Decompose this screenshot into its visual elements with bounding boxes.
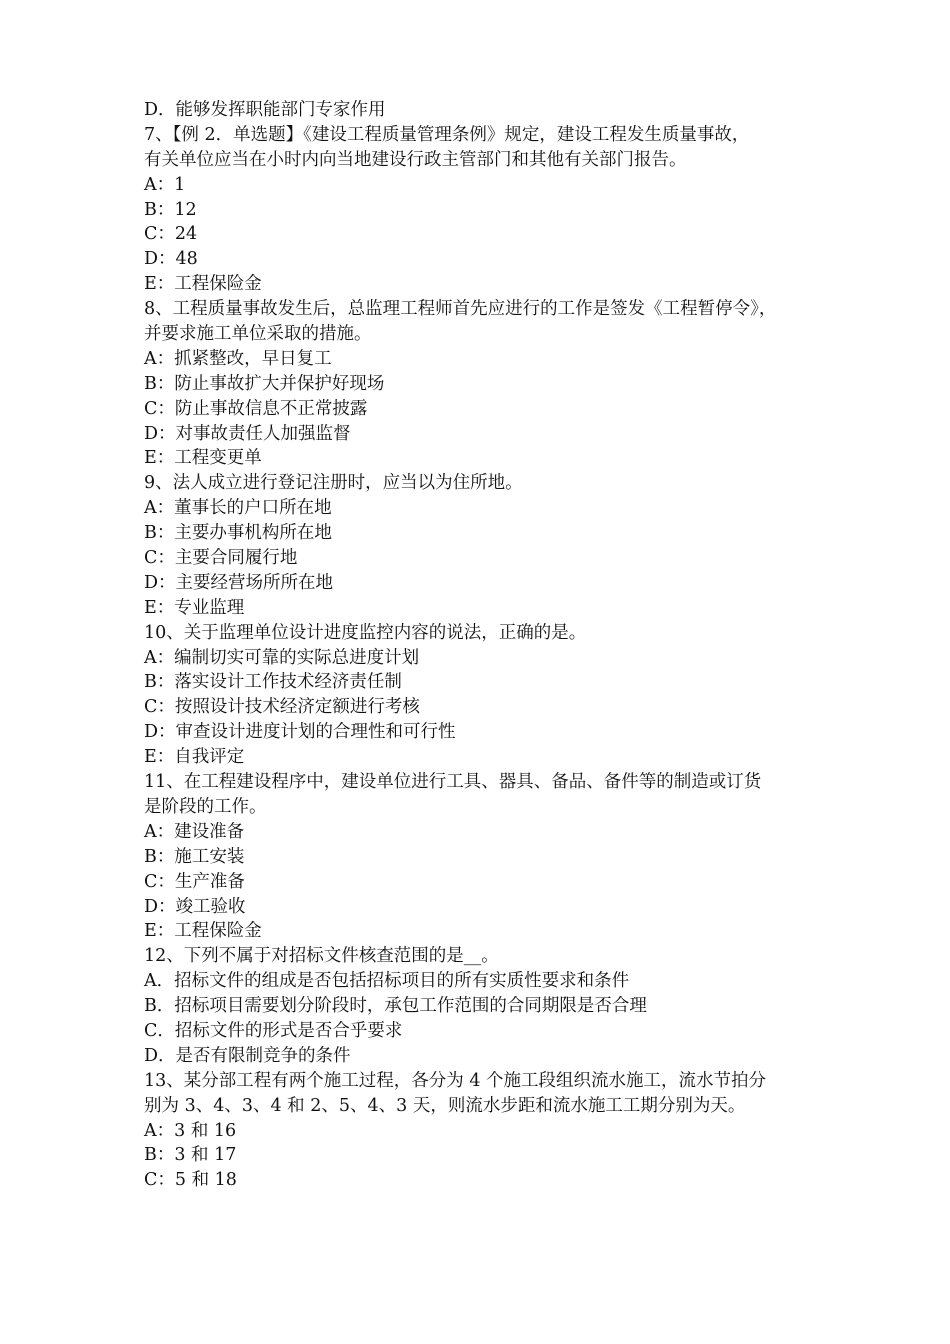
question-8-option-d: D：对事故责任人加强监督 [144, 423, 351, 444]
question-8-stem-line-1: 8、工程质量事故发生后，总监理工程师首先应进行的工作是签发《工程暂停令》， [144, 299, 777, 320]
question-12-option-a: A．招标文件的组成是否包括招标项目的所有实质性要求和条件 [144, 971, 630, 992]
question-13-option-a: A：3 和 16 [144, 1120, 237, 1141]
question-11-stem-line-2: 是阶段的工作。 [144, 796, 267, 817]
question-8-option-b: B：防止事故扩大并保护好现场 [144, 373, 385, 394]
question-12-option-c: C．招标文件的形式是否合乎要求 [144, 1020, 403, 1041]
question-10-option-c: C：按照设计技术经济定额进行考核 [144, 697, 420, 718]
question-11-option-c: C：生产准备 [144, 871, 245, 892]
question-10-option-a: A：编制切实可靠的实际总进度计划 [144, 647, 420, 668]
question-12-stem: 12、下列不属于对招标文件核查范围的是__。 [144, 946, 499, 967]
question-9-option-d: D：主要经营场所所在地 [144, 572, 334, 593]
question-8-option-e: E：工程变更单 [144, 448, 262, 469]
question-11-option-b: B：施工安装 [144, 846, 245, 867]
question-9-option-a: A：董事长的户口所在地 [144, 498, 332, 519]
question-7-stem-line-2: 有关单位应当在小时内向当地建设行政主管部门和其他有关部门报告。 [144, 149, 687, 170]
question-7-option-e: E：工程保险金 [144, 274, 262, 295]
question-8-option-c: C：防止事故信息不正常披露 [144, 398, 368, 419]
question-11-stem-line-1: 11、在工程建设程序中，建设单位进行工具、器具、备品、备件等的制造或订货 [144, 772, 762, 793]
question-7-option-a: A：1 [144, 174, 186, 195]
question-13-stem-line-1: 13、某分部工程有两个施工过程，各分为 4 个施工段组织流水施工，流水节拍分 [144, 1070, 767, 1091]
question-8-stem-line-2: 并要求施工单位采取的措施。 [144, 324, 372, 345]
question-13-option-c: C：5 和 18 [144, 1170, 237, 1191]
question-13-stem-line-2: 别为 3、4、3、4 和 2、5、4、3 天，则流水步距和流水施工工期分别为天。 [144, 1095, 746, 1116]
question-8-option-a: A：抓紧整改，早日复工 [144, 348, 332, 369]
question-11-option-d: D：竣工验收 [144, 896, 246, 917]
question-12-option-d: D．是否有限制竞争的条件 [144, 1045, 351, 1066]
question-9-option-e: E：专业监理 [144, 597, 245, 618]
question-9-option-c: C：主要合同履行地 [144, 548, 298, 569]
question-12-option-b: B．招标项目需要划分阶段时，承包工作范围的合同期限是否合理 [144, 996, 647, 1017]
question-7-option-b: B：12 [144, 199, 197, 220]
question-10-option-d: D：审查设计进度计划的合理性和可行性 [144, 722, 456, 743]
question-7-option-d: D：48 [144, 249, 198, 270]
question-7-stem-line-1: 7、【例 2．单选题】《建设工程质量管理条例》规定，建设工程发生质量事故， [144, 124, 750, 145]
question-11-option-e: E：工程保险金 [144, 921, 262, 942]
document-page [144, 98, 824, 1193]
question-10-stem: 10、关于监理单位设计进度监控内容的说法，正确的是。 [144, 622, 587, 643]
question-9-option-b: B：主要办事机构所在地 [144, 523, 332, 544]
question-11-option-a: A：建设准备 [144, 821, 245, 842]
question-10-option-b: B：落实设计工作技术经济责任制 [144, 672, 402, 693]
question-9-stem: 9、法人成立进行登记注册时，应当以为住所地。 [144, 473, 523, 494]
text-line-d-previous-option: D．能够发挥职能部门专家作用 [144, 100, 386, 120]
question-10-option-e: E：自我评定 [144, 747, 245, 768]
question-13-option-b: B：3 和 17 [144, 1145, 237, 1166]
question-7-option-c: C：24 [144, 224, 198, 245]
